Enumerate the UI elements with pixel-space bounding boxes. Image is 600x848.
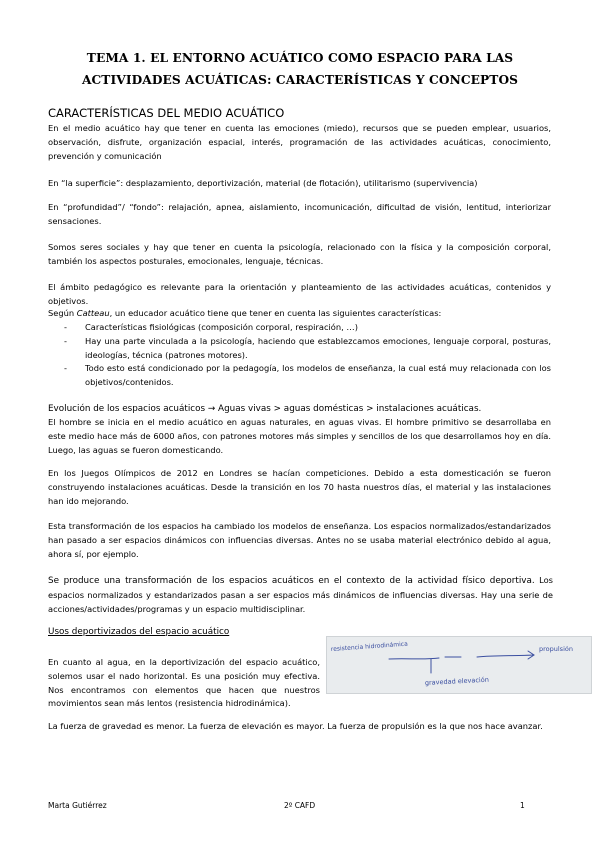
subheading-sport-uses: Usos deportivizados del espacio acuático [48,627,230,637]
paragraph-catteau [48,307,551,321]
catteau-prefix: Según [48,308,77,318]
pen-strokes [389,651,534,673]
list-item-text: Todo esto está condicionado por la pedagogía, los modelos de enseñanza, la cual está muy relacionada con los objetivos/contenidos. [85,363,551,388]
characteristics-list [48,321,551,390]
paragraph-physical-activity [48,574,553,616]
bullet-dash: - [64,363,67,374]
physical-activity-rest: Los espacios normalizados y estandarizados pasan a ser espacios más dinámicos de influencias diversas. Hay una serie de acciones/actividades/programas y un espacio multidisciplinar. [48,575,553,614]
paragraph-psychology: Somos seres sociales y hay que tener en cuenta la psicología, relacionado con la física y la composición corporal, también los aspectos posturales, emocionales, lenguaje, técnicas. [48,242,551,266]
list-item [48,335,551,363]
arrow-line-left [389,658,439,659]
handwritten-sketch [327,637,591,693]
footer-course: 2º CAFD [284,801,316,810]
evolution-heading: Evolución de los espacios acuáticos → Aguas vivas > aguas domésticas > instalaciones acuáticas. [48,404,482,414]
paragraph-primitive-man: El hombre se inicia en el medio acuático en aguas naturales, en aguas vivas. El hombre primitivo se desarrollaba en este medio hace más de 6000 años, con patrones motores más simples y sencillos de los que desarrollamos hoy en día. Luego, las aguas se fueron domesticando. [48,417,551,455]
catteau-author: Catteau [76,308,110,318]
bullet-dash: - [64,322,67,332]
title-line-1: TEMA 1. EL ENTORNO ACUÁTICO COMO ESPACIO PARA LAS [86,51,514,65]
paragraph-pedagogy: El ámbito pedagógico es relevante para la orientación y planteamiento de las actividades acuáticas, contenidos y objetivos. [48,282,551,306]
document-title [50,47,550,91]
list-item [48,321,551,335]
bullet-dash: - [64,335,67,346]
section-heading: CARACTERÍSTICAS DEL MEDIO ACUÁTICO [48,106,285,120]
list-item [48,362,551,390]
paragraph-surface: En “la superficie”: desplazamiento, deportivización, material (de flotación), utilitarismo (supervivencia) [48,178,478,188]
note-right-label: propulsión [539,645,573,653]
list-item-text: Hay una parte vinculada a la psicología, haciendo que establezcamos emociones, lenguaje corporal, posturas, ideologías, técnica (patrones motores). [85,335,551,360]
paragraph-emotions: En el medio acuático hay que tener en cuenta las emociones (miedo), recursos que se pueden emplear, usuarios, observación, disfrute, organización espacial, interés, programación de las actividades acuáticas, conocimiento, prevención y comunicación [48,123,551,161]
arrow-line-right [477,655,533,657]
physical-activity-line-1: Se produce una transformación de los espacios acuáticos en el contexto de la actividad físico deportiva. [48,576,535,586]
paragraph-forces: La fuerza de gravedad es menor. La fuerza de elevación es mayor. La fuerza de propulsión es la que nos hace avanzar. [48,721,543,731]
handwritten-note-image [326,636,592,694]
note-left-label: resistencia hidrodinámica [330,640,409,653]
catteau-suffix: , un educador acuático tiene que tener en cuenta las siguientes características: [109,308,442,318]
list-item-text: Características fisiológicas (composición corporal, respiración, …) [85,322,358,332]
title-line-2: ACTIVIDADES ACUÁTICAS: CARACTERÍSTICAS Y CONCEPTOS [81,73,519,87]
paragraph-olympics: En los Juegos Olímpicos de 2012 en Londres se hacían competiciones. Debido a esta domesticación se fueron construyendo instalaciones acuáticas. Desde la transición en los 70 hasta nuestros días, el material y las instalaciones han ido mejorando. [48,468,551,506]
paragraph-depth: En “profundidad”/ “fondo”: relajación, apnea, aislamiento, incomunicación, dificultad de visión, lentitud, interiorizar sensaciones. [48,202,551,226]
footer-author: Marta Gutiérrez [48,801,107,810]
paragraph-water-swimming: En cuanto al agua, en la deportivización del espacio acuático, solemos usar el nado horizontal. Es una posición muy efectiva. Nos encontramos con elementos que hacen que nuestros movimientos sean más lentos (resistencia hidrodinámica). [48,657,320,709]
footer-page-number: 1 [520,801,525,810]
note-bottom-label: gravedad elevación [424,675,490,687]
paragraph-transformation: Esta transformación de los espacios ha cambiado los modelos de enseñanza. Los espacios normalizados/estandarizados han pasado a ser espacios dinámicos con influencias diversas. Antes no se usaba material electrónico debido al agua, ahora sí, por ejemplo. [48,521,551,559]
